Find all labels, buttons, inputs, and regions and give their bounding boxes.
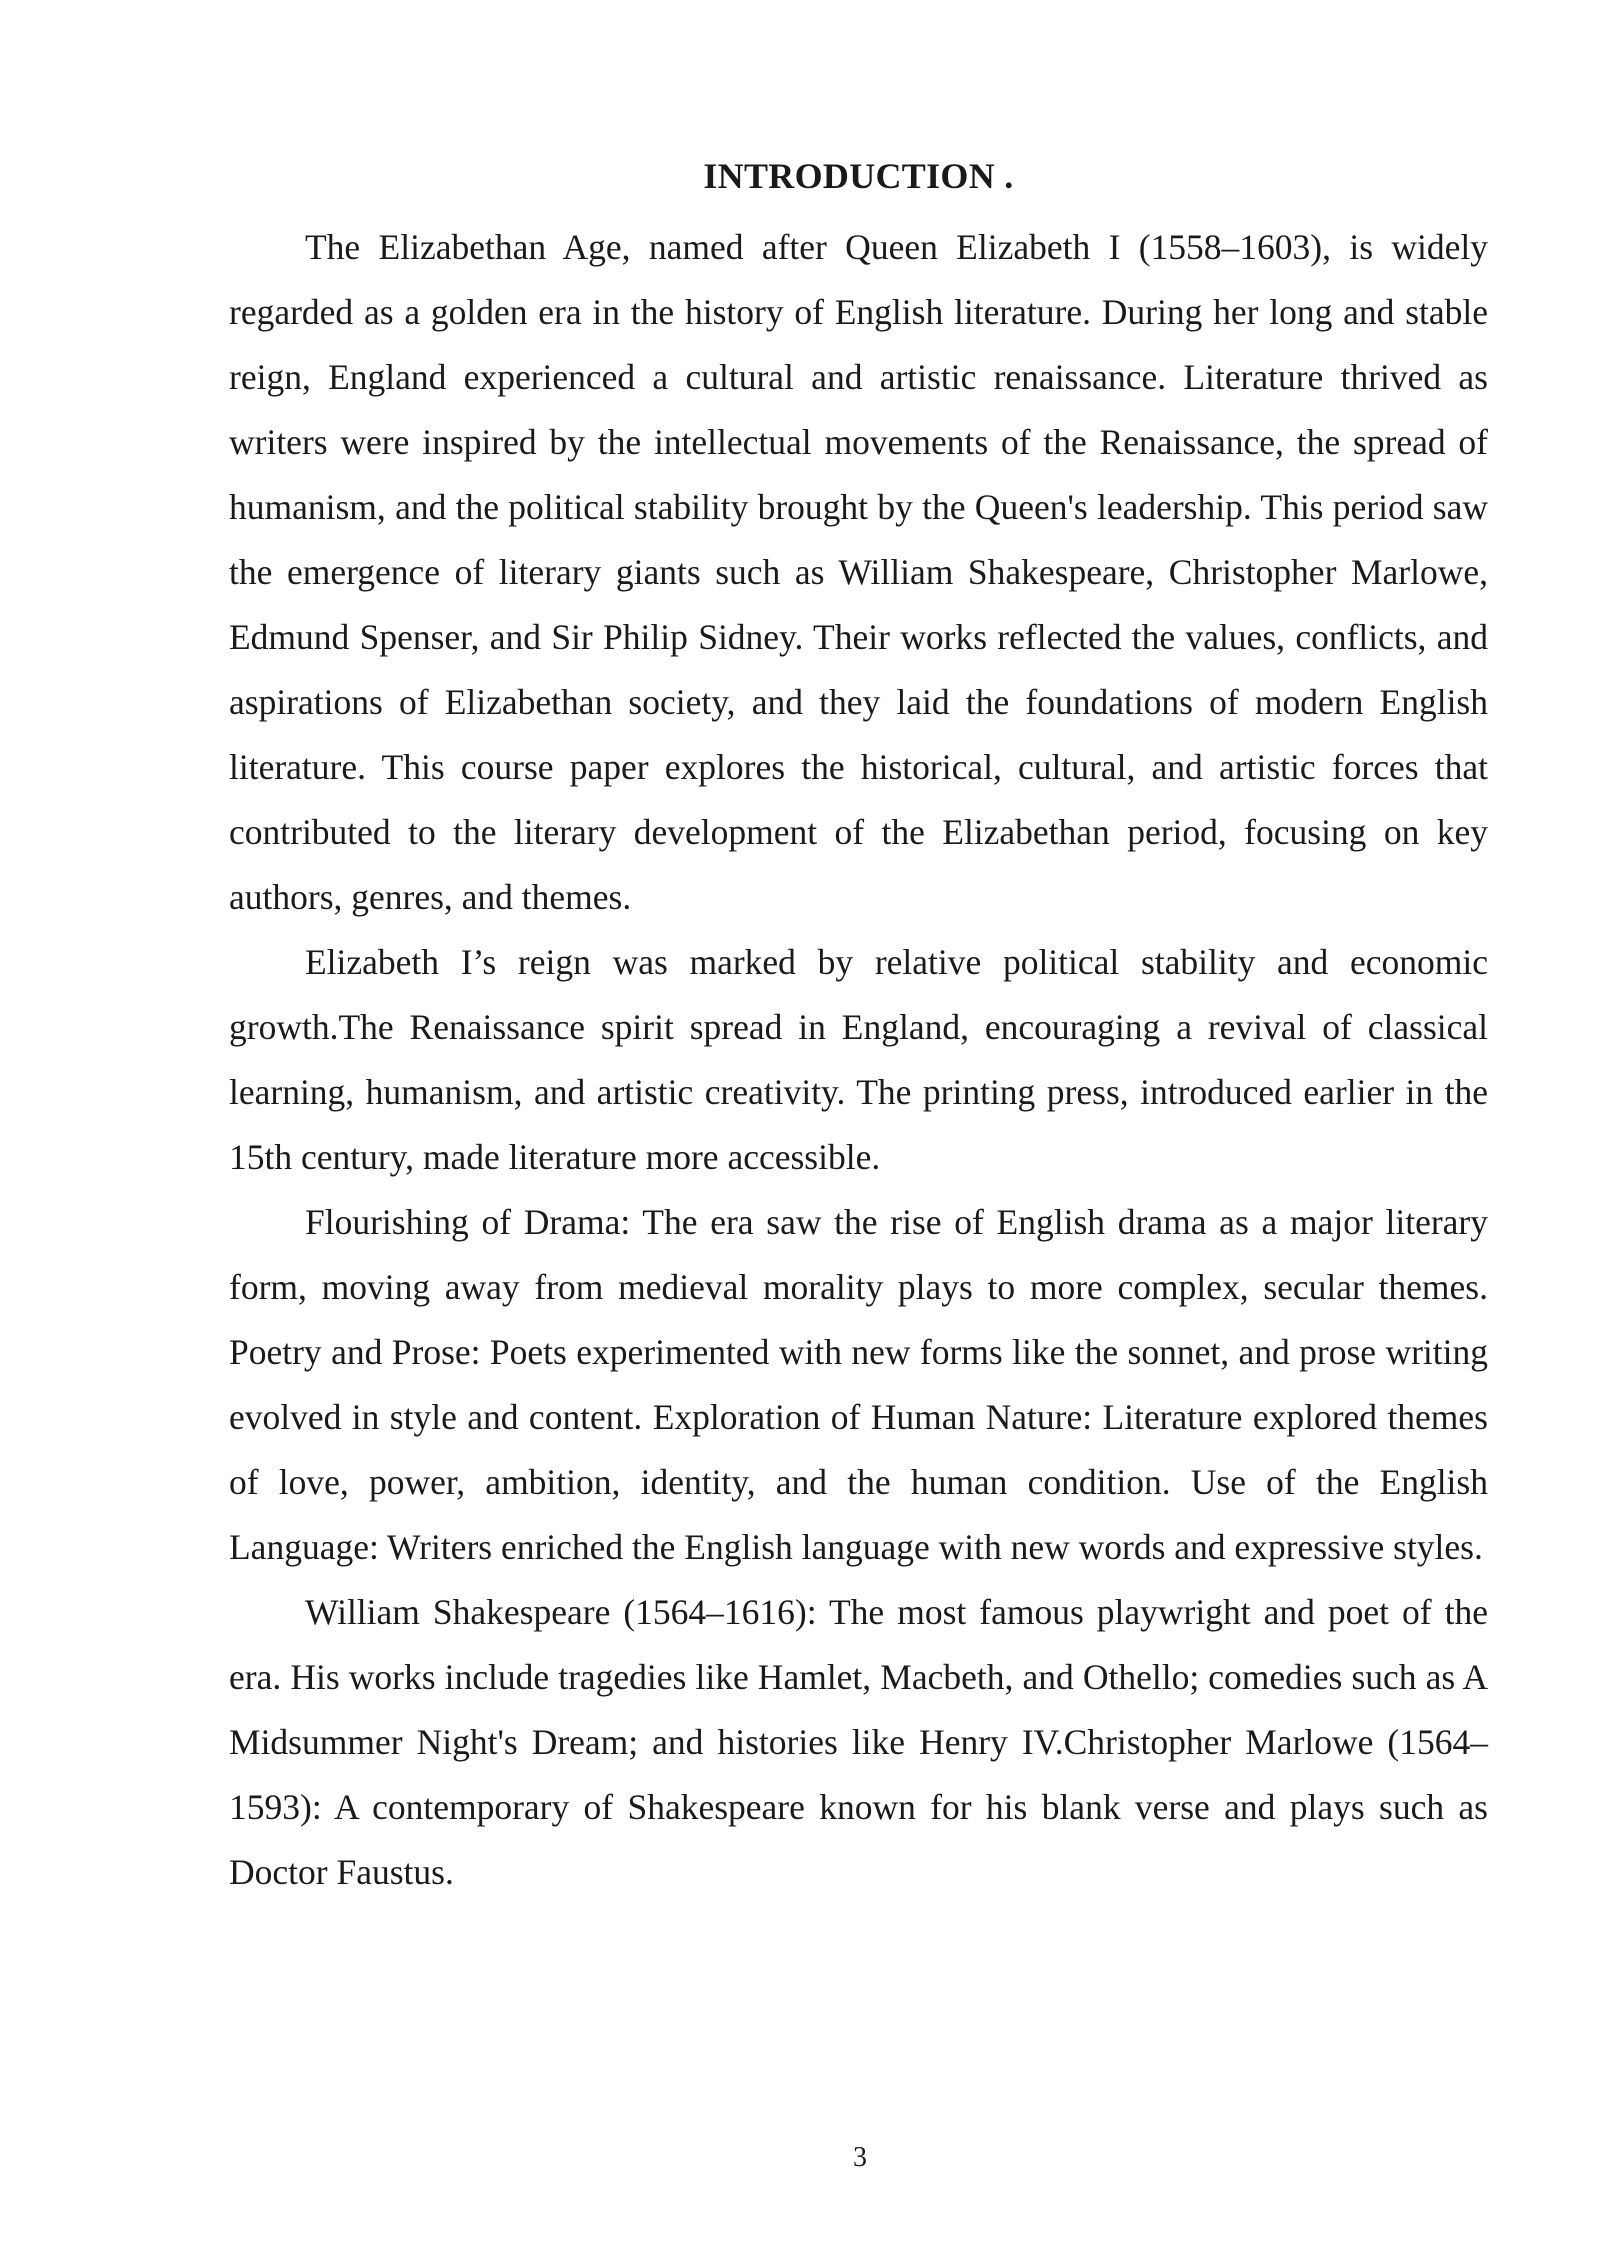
page-content <box>229 150 1488 1905</box>
section-heading: INTRODUCTION . <box>703 156 1014 196</box>
paragraph-literary-features: Flourishing of Drama: The era saw the rise of English drama as a major literary form, moving away from medieval morality plays to more complex, secular themes. Poetry and Prose: Poets experimented with new forms like the sonnet, and prose writing evolved in style and content. Exploration of Human Nature: Literature explored themes of love, power, ambition, identity, and the human condition. Use of the English Language: Writers enriched the English language with new words and expressive styles. <box>229 1202 1488 1567</box>
page-number: 3 <box>853 2142 867 2173</box>
paragraph-reign: Elizabeth I’s reign was marked by relative political stability and economic growth.The Renaissance spirit spread in England, encouraging a revival of classical learning, humanism, and artistic creativity. The printing press, introduced earlier in the 15th century, made literature more accessible. <box>229 942 1488 1177</box>
paragraph-introduction: The Elizabethan Age, named after Queen Elizabeth I (1558–1603), is widely regarded as a golden era in the history of English literature. During her long and stable reign, England experienced a cultural and artistic renaissance. Literature thrived as writers were inspired by the intellectual movements of the Renaissance, the spread of humanism, and the political stability brought by the Queen's leadership. This period saw the emergence of literary giants such as William Shakespeare, Christopher Marlowe, Edmund Spenser, and Sir Philip Sidney. Their works reflected the values, conflicts, and aspirations of Elizabethan society, and they laid the foundations of modern English literature. This course paper explores the historical, cultural, and artistic forces that contributed to the literary development of the Elizabethan period, focusing on key authors, genres, and themes. <box>229 227 1488 917</box>
paragraph-key-authors: William Shakespeare (1564–1616): The most famous playwright and poet of the era. His works include tragedies like Hamlet, Macbeth, and Othello; comedies such as A Midsummer Night's Dream; and histories like Henry IV.Christopher Marlowe (1564–1593): A contemporary of Shakespeare known for his blank verse and plays such as Doctor Faustus. <box>229 1592 1488 1892</box>
